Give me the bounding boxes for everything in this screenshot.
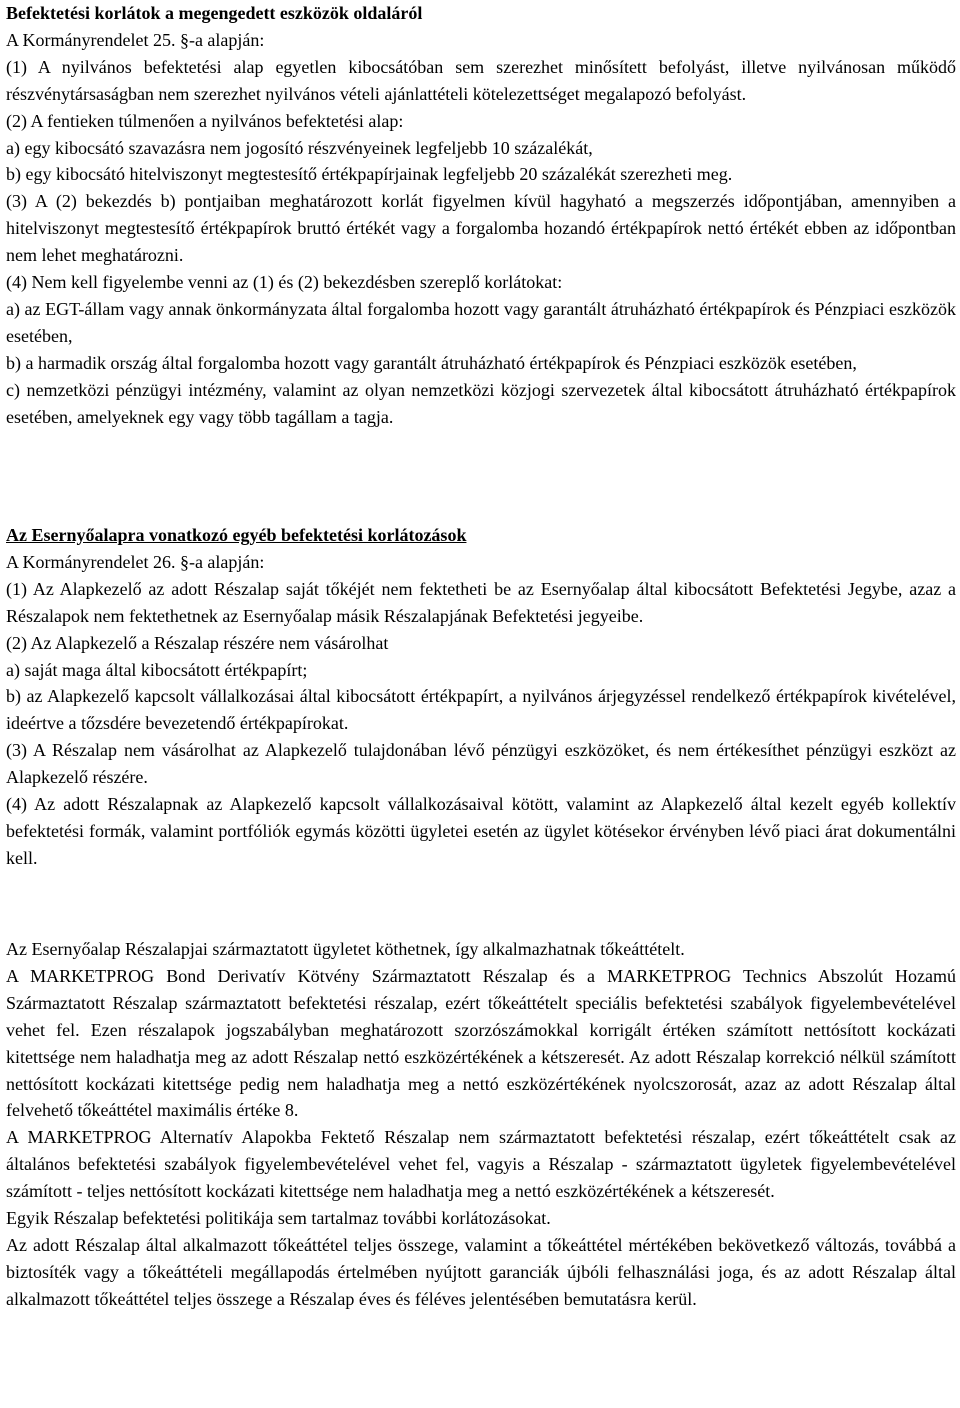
section-heading: Befektetési korlátok a megengedett eszközök oldaláról	[6, 3, 423, 23]
paragraph: (4) Nem kell figyelembe venni az (1) és (2) bekezdésben szereplő korlátokat:	[6, 272, 563, 293]
paragraph: (4) Az adott Részalapnak az Alapkezelő kapcsolt vállalkozásaival kötött, valamint az Alapkezelő által kezelt egyéb kollektív befektetési formák, valamint portfóliók egymás közötti ügyletei esetén az ügylet kötésekor érvényben lévő piaci árat dokumentálni kell.	[6, 794, 956, 868]
paragraph: (3) A (2) bekezdés b) pontjaiban meghatározott korlát figyelmen kívül hagyható a megszerzés időpontjában, amennyiben a hitelviszonyt megtestesítő értékpapírok bruttó értékét vagy a forgalomba hozandó értékpapírok nettó értékét ebben az időpontban nem lehet meghatározni.	[6, 191, 956, 266]
paragraph: a) saját maga által kibocsátott értékpapírt;	[6, 659, 308, 680]
paragraph: Az adott Részalap által alkalmazott tőkeáttétel teljes összege, valamint a tőkeáttétel mértékében bekövetkező változás, továbbá a biztosíték vagy a tőkeáttételi megállapodás értelmében nyújtott garanciák újbóli felhasználási joga, és az adott Részalap által alkalmazott tőkeáttétel teljes összege a Részalap éves és féléves jelentésében bemutatásra kerül.	[6, 1234, 956, 1309]
paragraph: a) az EGT-állam vagy annak önkormányzata által forgalomba hozott vagy garantált átruházható értékpapírok és Pénzpiaci eszközök esetében,	[6, 298, 956, 346]
paragraph: (2) Az Alapkezelő a Részalap részére nem vásárolhat	[6, 632, 389, 653]
paragraph: c) nemzetközi pénzügyi intézmény, valamint az olyan nemzetközi közjogi szervezetek által kibocsátott átruházható értékpapírok esetében, amelyeknek egy vagy több tagállam a tagja.	[6, 379, 956, 427]
paragraph: b) egy kibocsátó hitelviszonyt megtestesítő értékpapírjainak legfeljebb 20 százalékát szerezheti meg.	[6, 164, 733, 185]
paragraph: A Kormányrendelet 25. §-a alapján:	[6, 29, 265, 50]
paragraph: Egyik Részalap befektetési politikája sem tartalmaz további korlátozásokat.	[6, 1208, 551, 1229]
paragraph: b) az Alapkezelő kapcsolt vállalkozásai által kibocsátott értékpapírt, a nyilvános árjegyzéssel rendelkező értékpapírok kivételével, ideértve a tőzsdére bevezetendő értékpapírokat.	[6, 686, 956, 734]
paragraph: A MARKETPROG Bond Derivatív Kötvény Származtatott Részalap és a MARKETPROG Technics Abszolút Hozamú Származtatott Részalap származtatott befektetési részalap, ezért tőkeáttételt speciális befektetési szabályok figyelembevételével vehet fel. Ezen részalapok jogszabályban meghatározott szorzószámokkal korrigált értéken számított nettósított kockázati kitettsége nem haladhatja meg az adott Részalap nettó eszközértékének a kétszeresét. Az adott Részalap korrekció nélkül számított nettósított kockázati kitettsége pedig nem haladhatja meg a nettó eszközértékének nyolcszorosát, azaz az adott Részalap által felvehető tőkeáttétel maximális értéke 8.	[6, 965, 956, 1121]
paragraph: A MARKETPROG Alternatív Alapokba Fektető Részalap nem származtatott befektetési részalap, ezért tőkeáttételt csak az általános befektetési szabályok figyelembevételével vehet fel, vagyis a Részalap - származtatott ügyletek figyelembevételével számított - teljes nettósított kockázati kitettsége nem haladhatja meg a nettó eszközértékének a kétszeresét.	[6, 1127, 956, 1202]
paragraph: a) egy kibocsátó szavazásra nem jogosító részvényeinek legfeljebb 10 százalékát,	[6, 137, 593, 158]
section-leverage	[6, 936, 956, 1313]
section-investment-limits	[6, 0, 956, 431]
paragraph: (1) Az Alapkezelő az adott Részalap saját tőkéjét nem fektetheti be az Esernyőalap által kibocsátott Befektetési Jegybe, azaz a Részalapok nem fektethetnek az Esernyőalap másik Részalapjának Befektetési jegyeibe.	[6, 578, 956, 626]
paragraph: A Kormányrendelet 26. §-a alapján:	[6, 551, 265, 572]
paragraph: Az Esernyőalap Részalapjai származtatott ügyletet köthetnek, így alkalmazhatnak tőkeáttételt.	[6, 939, 685, 959]
paragraph: (1) A nyilvános befektetési alap egyetlen kibocsátóban sem szerezhet minősített befolyást, illetve nyilvánosan működő részvénytársaságban nem szerezhet nyilvános vételi ajánlattételi kötelezettséget megalapozó befolyást.	[6, 56, 956, 104]
section-heading: Az Esernyőalapra vonatkozó egyéb befektetési korlátozások	[6, 525, 467, 545]
paragraph: (2) A fentieken túlmenően a nyilvános befektetési alap:	[6, 110, 404, 131]
section-umbrella-fund-limits	[6, 522, 956, 872]
paragraph: (3) A Részalap nem vásárolhat az Alapkezelő tulajdonában lévő pénzügyi eszközöket, és nem értékesíthet pénzügyi eszközt az Alapkezelő részére.	[6, 740, 956, 788]
paragraph: b) a harmadik ország által forgalomba hozott vagy garantált átruházható értékpapírok és Pénzpiaci eszközök esetében,	[6, 352, 857, 373]
